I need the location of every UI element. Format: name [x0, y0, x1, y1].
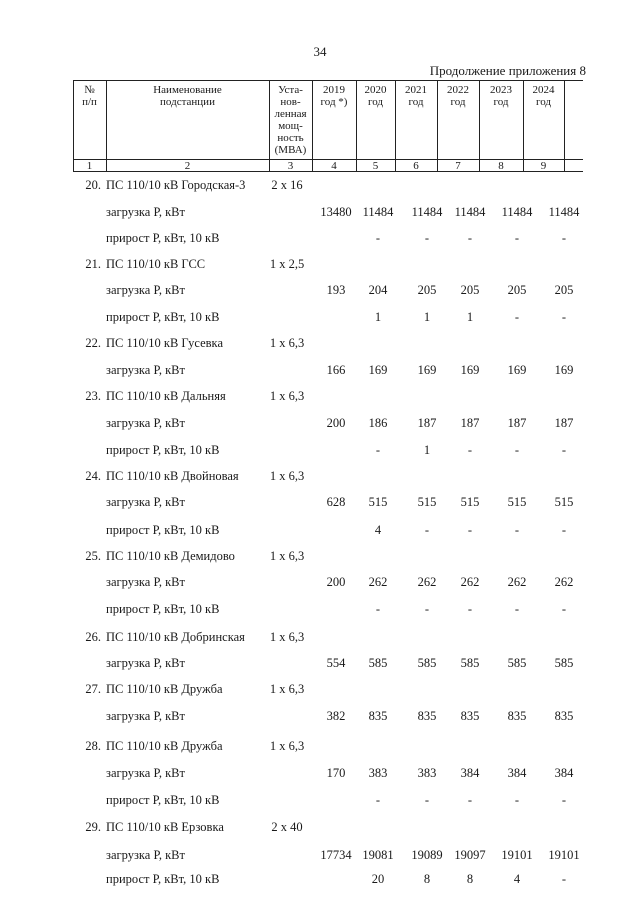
- header-col-num-line: п/п: [82, 96, 97, 108]
- metric-label: загрузка Р, кВт: [106, 205, 185, 219]
- header-col-installed-line: ленная: [274, 108, 307, 120]
- year-value-2020: 835: [368, 709, 388, 723]
- header-col-installed: [269, 84, 312, 156]
- metric-row: [0, 707, 640, 725]
- metric-label: загрузка Р, кВт: [106, 766, 185, 780]
- header-index-7: 7: [455, 160, 461, 172]
- metric-label: загрузка Р, кВт: [106, 575, 185, 589]
- header-col-installed-line: нов-: [280, 96, 301, 108]
- header-year-unit: год: [367, 96, 384, 108]
- year-value-2022: 1: [466, 310, 474, 324]
- metric-label: загрузка Р, кВт: [106, 709, 185, 723]
- metric-row: [0, 573, 640, 591]
- header-year-value: 2020: [364, 84, 387, 96]
- metric-label: прирост Р, кВт, 10 кВ: [106, 602, 220, 616]
- year-value-2020: -: [375, 443, 381, 457]
- year-value-2023: -: [514, 523, 520, 537]
- year-value-2024: 835: [554, 709, 574, 723]
- year-value-2019: 554: [326, 656, 346, 670]
- metric-row: [0, 361, 640, 379]
- header-year-unit: год: [408, 96, 424, 108]
- header-year-value: 2023: [490, 84, 512, 96]
- header-year-2022: [437, 84, 479, 108]
- year-value-2021: 187: [417, 416, 437, 430]
- header-col-num-line: №: [84, 84, 95, 96]
- header-year-2019: [312, 84, 356, 108]
- row-number: 27.: [85, 682, 101, 696]
- metric-label: загрузка Р, кВт: [106, 495, 185, 509]
- metric-label: прирост Р, кВт, 10 кВ: [106, 310, 220, 324]
- year-value-2021: 11484: [411, 205, 443, 219]
- substation-name: ПС 110/10 кВ Гусевка: [106, 336, 223, 350]
- header-index-6: 6: [413, 160, 419, 172]
- metric-row: [0, 846, 640, 864]
- year-value-2024: -: [561, 793, 567, 807]
- year-value-2024: -: [561, 310, 567, 324]
- metric-row: [0, 870, 640, 888]
- row-number: 25.: [85, 549, 101, 563]
- header-index-1: 1: [86, 160, 93, 172]
- year-value-2020: 204: [368, 283, 388, 297]
- metric-label: загрузка Р, кВт: [106, 848, 185, 862]
- year-value-2024: -: [561, 443, 567, 457]
- year-value-2024: 585: [554, 656, 574, 670]
- installed-capacity: 1 х 6,3: [269, 389, 305, 403]
- year-value-2020: 585: [368, 656, 388, 670]
- substation-name: ПС 110/10 кВ ГСС: [106, 257, 206, 271]
- year-value-2024: -: [561, 231, 567, 245]
- installed-capacity: 1 х 6,3: [269, 739, 305, 753]
- row-number: 21.: [85, 257, 101, 271]
- substation-row: [0, 547, 640, 565]
- row-number: 24.: [85, 469, 101, 483]
- metric-row: [0, 441, 640, 459]
- continuation-title: Продолжение приложения 8: [429, 63, 586, 78]
- year-value-2023: 384: [507, 766, 527, 780]
- year-value-2022: 187: [460, 416, 480, 430]
- year-value-2021: 835: [417, 709, 437, 723]
- year-value-2022: 515: [460, 495, 480, 509]
- metric-label: прирост Р, кВт, 10 кВ: [106, 231, 220, 245]
- header-index-5: 5: [372, 160, 379, 172]
- year-value-2023: -: [514, 793, 520, 807]
- year-value-2024: 515: [554, 495, 574, 509]
- year-value-2021: 262: [417, 575, 437, 589]
- year-value-2024: 187: [554, 416, 574, 430]
- year-value-2022: 384: [460, 766, 480, 780]
- header-top-rule: [73, 80, 583, 81]
- year-value-2021: 515: [417, 495, 437, 509]
- header-col-rule: [564, 80, 565, 171]
- year-value-2022: -: [467, 231, 473, 245]
- header-index-9: 9: [540, 160, 547, 172]
- metric-row: [0, 203, 640, 221]
- substation-name: ПС 110/10 кВ Дальняя: [106, 389, 226, 403]
- year-value-2020: -: [375, 231, 381, 245]
- substation-row: [0, 737, 640, 755]
- header-col-name-line: Наименование: [153, 84, 222, 96]
- metric-label: загрузка Р, кВт: [106, 416, 185, 430]
- metric-row: [0, 493, 640, 511]
- year-value-2020: 4: [374, 523, 382, 537]
- metric-row: [0, 521, 640, 539]
- header-col-name-line: подстанции: [160, 96, 215, 108]
- year-value-2020: 19081: [362, 848, 394, 862]
- year-value-2021: 1: [423, 310, 431, 324]
- page-number: 34: [313, 44, 327, 59]
- installed-capacity: 1 х 6,3: [269, 469, 305, 483]
- header-year-2020: [356, 84, 395, 108]
- header-year-unit: год: [493, 96, 509, 108]
- header-index-8: 8: [498, 160, 504, 172]
- year-value-2023: -: [514, 231, 520, 245]
- year-value-2020: 515: [368, 495, 388, 509]
- year-value-2022: -: [467, 443, 473, 457]
- year-value-2020: 11484: [362, 205, 394, 219]
- year-value-2019: 200: [326, 575, 346, 589]
- header-col-installed-line: мощ-: [278, 120, 303, 132]
- header-year-value: 2019: [323, 84, 345, 96]
- header-year-2023: [479, 84, 523, 108]
- table-header: [73, 80, 583, 172]
- metric-row: [0, 791, 640, 809]
- year-value-2024: 205: [554, 283, 574, 297]
- header-index-3: 3: [287, 160, 294, 172]
- installed-capacity: 1 х 6,3: [269, 336, 305, 350]
- header-col-installed-line: ность: [277, 132, 304, 144]
- metric-row: [0, 764, 640, 782]
- year-value-2023: -: [514, 310, 520, 324]
- substation-name: ПС 110/10 кВ Добринская: [106, 630, 245, 644]
- year-value-2023: 19101: [501, 848, 533, 862]
- year-value-2024: -: [561, 602, 567, 616]
- year-value-2023: 515: [507, 495, 527, 509]
- header-year-value: 2021: [405, 84, 427, 96]
- year-value-2020: 262: [368, 575, 388, 589]
- year-value-2019: 382: [326, 709, 346, 723]
- year-value-2019: 193: [326, 283, 346, 297]
- metric-row: [0, 281, 640, 299]
- metric-label: прирост Р, кВт, 10 кВ: [106, 523, 220, 537]
- substation-name: ПС 110/10 кВ Двойновая: [106, 469, 239, 483]
- header-year-2024: [523, 84, 564, 108]
- year-value-2023: -: [514, 443, 520, 457]
- year-value-2024: 384: [554, 766, 574, 780]
- year-value-2020: 1: [374, 310, 382, 324]
- header-index-4: 4: [331, 160, 337, 172]
- year-value-2022: 11484: [454, 205, 486, 219]
- year-value-2019: 166: [326, 363, 346, 377]
- year-value-2023: 187: [507, 416, 527, 430]
- metric-row: [0, 229, 640, 247]
- metric-row: [0, 414, 640, 432]
- year-value-2022: 205: [460, 283, 480, 297]
- installed-capacity: 1 х 2,5: [269, 257, 305, 271]
- installed-capacity: 1 х 6,3: [269, 630, 305, 644]
- row-number: 20.: [85, 178, 101, 192]
- year-value-2023: 585: [507, 656, 527, 670]
- substation-name: ПС 110/10 кВ Городская-3: [106, 178, 246, 192]
- year-value-2023: 262: [507, 575, 527, 589]
- year-value-2023: 169: [507, 363, 527, 377]
- year-value-2023: 205: [507, 283, 527, 297]
- year-value-2020: -: [375, 793, 381, 807]
- metric-row: [0, 308, 640, 326]
- year-value-2022: 835: [460, 709, 480, 723]
- substation-row: [0, 628, 640, 646]
- year-value-2024: 169: [554, 363, 574, 377]
- year-value-2024: 11484: [548, 205, 580, 219]
- year-value-2019: 200: [326, 416, 346, 430]
- substation-name: ПС 110/10 кВ Дружба: [106, 739, 223, 753]
- year-value-2020: 383: [368, 766, 388, 780]
- header-col-installed-line: Уста-: [278, 84, 303, 96]
- installed-capacity: 1 х 6,3: [269, 682, 305, 696]
- row-number: 22.: [85, 336, 101, 350]
- header-year-value: 2024: [532, 84, 555, 96]
- metric-row: [0, 654, 640, 672]
- year-value-2021: 383: [417, 766, 437, 780]
- header-col-num: [73, 84, 106, 108]
- year-value-2023: 835: [507, 709, 527, 723]
- installed-capacity: 2 х 16: [271, 178, 303, 192]
- substation-row: [0, 176, 640, 194]
- year-value-2021: 205: [417, 283, 437, 297]
- year-value-2024: 19101: [548, 848, 580, 862]
- year-value-2019: 170: [326, 766, 346, 780]
- year-value-2021: 1: [423, 443, 431, 457]
- year-value-2022: 169: [460, 363, 480, 377]
- metric-label: загрузка Р, кВт: [106, 283, 185, 297]
- year-value-2023: 11484: [501, 205, 533, 219]
- year-value-2023: -: [514, 602, 520, 616]
- year-value-2020: 169: [368, 363, 388, 377]
- substation-row: [0, 818, 640, 836]
- year-value-2022: -: [467, 602, 473, 616]
- substation-name: ПС 110/10 кВ Дружба: [106, 682, 223, 696]
- row-number: 26.: [85, 630, 101, 644]
- year-value-2021: -: [424, 602, 430, 616]
- row-number: 28.: [85, 739, 101, 753]
- installed-capacity: 2 х 40: [271, 820, 303, 834]
- metric-label: прирост Р, кВт, 10 кВ: [106, 443, 220, 457]
- year-value-2021: 169: [417, 363, 437, 377]
- substation-row: [0, 680, 640, 698]
- year-value-2019: 13480: [320, 205, 352, 219]
- year-value-2022: 8: [466, 872, 474, 886]
- year-value-2021: 8: [423, 872, 431, 886]
- year-value-2022: 19097: [454, 848, 486, 862]
- header-index-2: 2: [184, 160, 191, 172]
- installed-capacity: 1 х 6,3: [269, 549, 305, 563]
- substation-row: [0, 387, 640, 405]
- metric-label: прирост Р, кВт, 10 кВ: [106, 793, 220, 807]
- metric-row: [0, 600, 640, 618]
- year-value-2021: -: [424, 523, 430, 537]
- substation-row: [0, 467, 640, 485]
- header-year-unit: год *): [320, 96, 348, 108]
- year-value-2024: 262: [554, 575, 574, 589]
- substation-row: [0, 334, 640, 352]
- metric-label: прирост Р, кВт, 10 кВ: [106, 872, 220, 886]
- year-value-2022: 262: [460, 575, 480, 589]
- year-value-2021: -: [424, 231, 430, 245]
- year-value-2024: -: [561, 872, 567, 886]
- metric-label: загрузка Р, кВт: [106, 363, 185, 377]
- year-value-2023: 4: [513, 872, 521, 886]
- header-year-2021: [395, 84, 437, 108]
- substation-row: [0, 255, 640, 273]
- year-value-2019: 17734: [320, 848, 352, 862]
- header-year-unit: год: [535, 96, 552, 108]
- year-value-2019: 628: [326, 495, 346, 509]
- year-value-2022: -: [467, 793, 473, 807]
- year-value-2024: -: [561, 523, 567, 537]
- year-value-2021: -: [424, 793, 430, 807]
- row-number: 23.: [85, 389, 101, 403]
- year-value-2020: 186: [368, 416, 388, 430]
- header-col-installed-line: (МВА): [274, 144, 307, 156]
- substation-name: ПС 110/10 кВ Ерзовка: [106, 820, 224, 834]
- header-col-name: [106, 84, 269, 108]
- header-year-unit: год: [450, 96, 466, 108]
- metric-label: загрузка Р, кВт: [106, 656, 185, 670]
- year-value-2021: 19089: [411, 848, 443, 862]
- header-year-value: 2022: [447, 84, 469, 96]
- year-value-2022: -: [467, 523, 473, 537]
- year-value-2020: 20: [371, 872, 385, 886]
- year-value-2021: 585: [417, 656, 437, 670]
- substation-name: ПС 110/10 кВ Демидово: [106, 549, 235, 563]
- year-value-2022: 585: [460, 656, 480, 670]
- year-value-2020: -: [375, 602, 381, 616]
- row-number: 29.: [85, 820, 101, 834]
